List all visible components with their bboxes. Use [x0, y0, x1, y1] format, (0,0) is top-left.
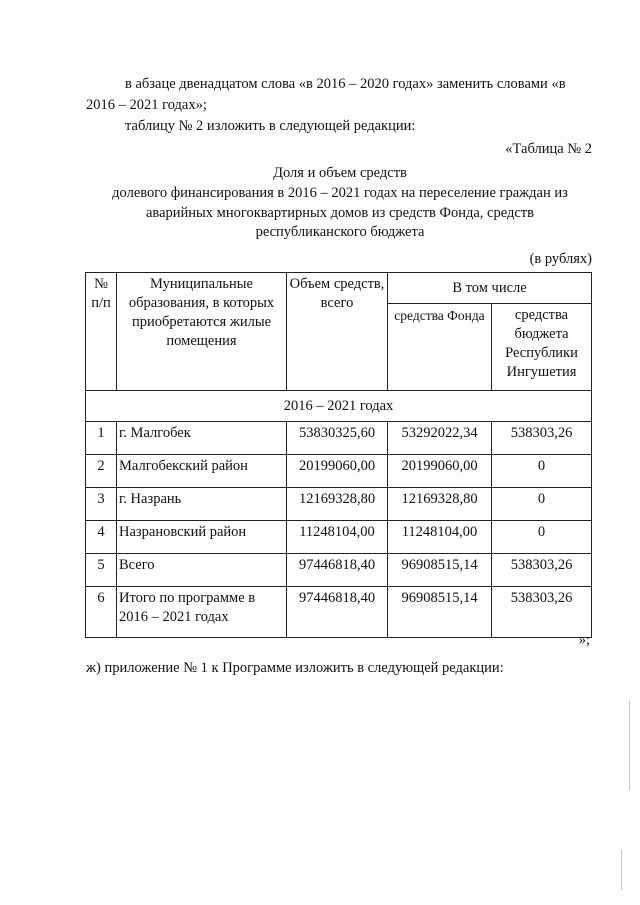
units-note: (в рублях) — [529, 251, 592, 267]
row-fund: 53292022,34 — [388, 422, 492, 455]
row-budget: 538303,26 — [492, 554, 592, 587]
row-total: 12169328,80 — [287, 488, 388, 521]
row-budget: 0 — [492, 455, 592, 488]
row-name: Малгобекский район — [117, 455, 287, 488]
section-row: 2016 – 2021 годах — [86, 391, 592, 422]
header-total: Объем средств, всего — [287, 273, 388, 391]
header-num — [86, 273, 117, 391]
row-fund: 96908515,14 — [388, 554, 492, 587]
footer-line: ж) приложение № 1 к Программе изложить в следующей редакции: — [86, 660, 504, 676]
header-municipal: Муниципальные образования, в которых приобретаются жилые помещения — [117, 273, 287, 391]
header-num-line-1: № — [94, 276, 108, 292]
intro-line-1: в абзаце двенадцатом слова «в 2016 – 2020 годах» заменить словами «в — [125, 76, 566, 92]
row-name: г. Назрань — [117, 488, 287, 521]
row-num: 6 — [86, 587, 117, 638]
header-fund: средства Фонда — [388, 304, 492, 391]
row-total: 20199060,00 — [287, 455, 388, 488]
header-num-line-2: п/п — [91, 295, 111, 311]
row-name: Итого по программе в 2016 – 2021 годах — [117, 587, 287, 638]
header-including: В том числе — [388, 273, 592, 304]
row-num: 5 — [86, 554, 117, 587]
row-name: г. Малгобек — [117, 422, 287, 455]
table-row — [86, 554, 592, 587]
row-num: 1 — [86, 422, 117, 455]
row-name: Назрановский район — [117, 521, 287, 554]
row-budget: 538303,26 — [492, 422, 592, 455]
table-row — [86, 521, 592, 554]
table-row — [86, 587, 592, 638]
row-total: 53830325,60 — [287, 422, 388, 455]
title-line-4: республиканского бюджета — [255, 224, 425, 240]
row-num: 2 — [86, 455, 117, 488]
table-label: «Таблица № 2 — [505, 141, 592, 157]
row-name: Всего — [117, 554, 287, 587]
row-total: 97446818,40 — [287, 587, 388, 638]
title-line-1: Доля и объем средств — [273, 165, 407, 181]
header-budget: средства бюджета Республики Ингушетия — [492, 304, 592, 391]
row-budget: 0 — [492, 521, 592, 554]
row-total: 97446818,40 — [287, 554, 388, 587]
table-row — [86, 488, 592, 521]
row-fund: 11248104,00 — [388, 521, 492, 554]
closing-quote: »; — [578, 632, 590, 648]
scan-artifact-line — [629, 700, 630, 790]
row-budget: 0 — [492, 488, 592, 521]
intro-line-2: 2016 – 2021 годах»; — [86, 97, 207, 113]
title-line-2: долевого финансирования в 2016 – 2021 годах на переселение граждан из — [112, 185, 568, 201]
row-fund: 12169328,80 — [388, 488, 492, 521]
row-total: 11248104,00 — [287, 521, 388, 554]
table-row — [86, 455, 592, 488]
row-num: 3 — [86, 488, 117, 521]
row-num: 4 — [86, 521, 117, 554]
table-row — [86, 422, 592, 455]
scan-artifact-line — [621, 850, 622, 890]
row-fund: 96908515,14 — [388, 587, 492, 638]
title-line-3: аварийных многоквартирных домов из средств Фонда, средств — [146, 205, 534, 221]
intro-line-3: таблицу № 2 изложить в следующей редакции: — [125, 118, 416, 134]
row-budget: 538303,26 — [492, 587, 592, 638]
funding-table — [85, 272, 592, 638]
row-fund: 20199060,00 — [388, 455, 492, 488]
